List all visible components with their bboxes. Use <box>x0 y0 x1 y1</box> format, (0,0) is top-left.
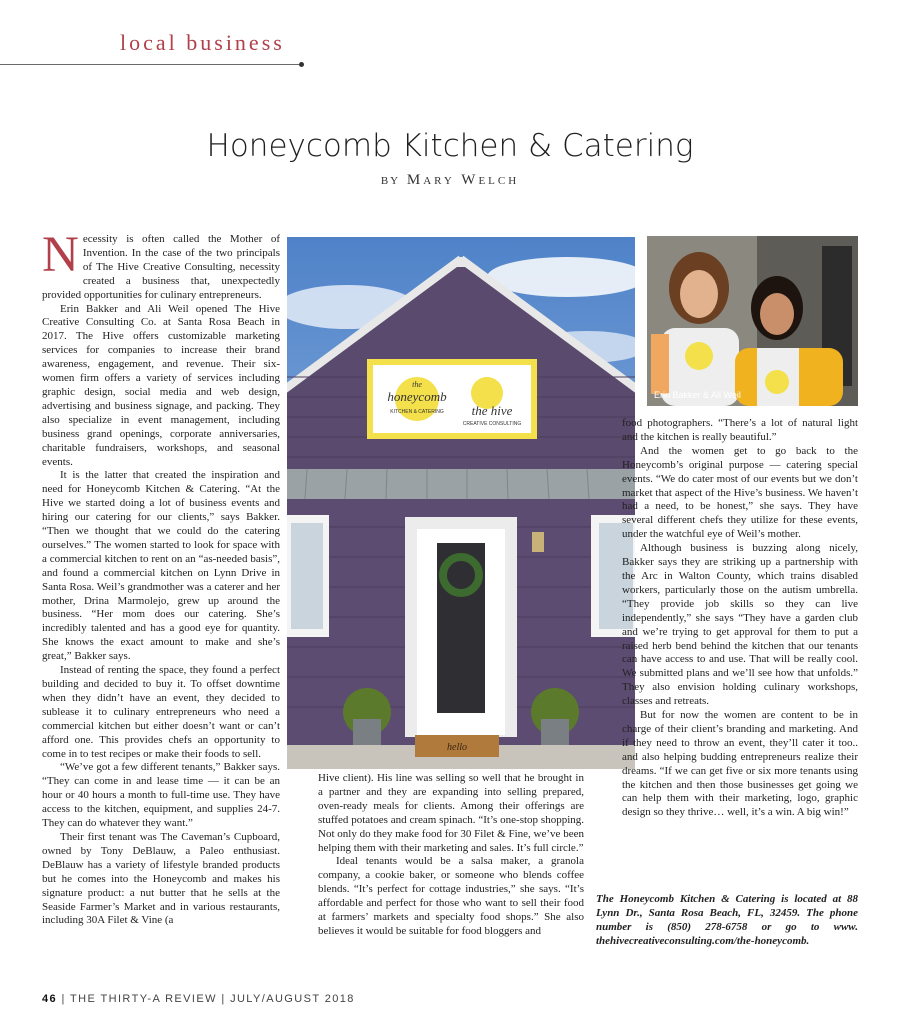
paragraph: Instead of renting the space, they found a perfect building and decided to buy it. To offset downtime when they didn’t have an event, they decided to sublease it to culinary entrepreneurs who need a commercial kitchen but either doesn’t want or can’t afford one. This provides chefs an opportunity to come in to test recipes or make their foods to sell. <box>42 664 280 760</box>
column-2 <box>318 772 584 992</box>
paragraph: Erin Bakker and Ali Weil opened The Hive Creative Consulting Co. at Santa Rosa Beach in 2017. The Hive offers customizable marketing services for companies to increase their brand awareness, engagement, and revenue. Their six-women firm offers a variety of services including graphic design, social media and web design, advertising and business signage, and packing. They also specialize in event management, including business grand openings, corporate anniversaries, charitable fundraisers, workshops, and seasonal events. <box>42 302 280 468</box>
page-footer <box>42 993 355 1005</box>
section-label: local business <box>120 30 285 55</box>
paragraph: Ideal tenants would be a salsa maker, a granola company, a cookie baker, or someone who blends coffee blends. “It’s perfect for cottage industries,” she says. “It’s affordable and perfect for those who want to sell their food at farmers’ markets and specialty food shops.” She also believes it would be suitable for food bloggers and <box>318 855 584 937</box>
paragraph: “We’ve got a few different tenants,” Bakker says. “They can come in and lease time — it can be an hour or 40 hours a month to full-time use. They have access to the kitchen, equipment, and supplies 24-7. They can do whatever they want.” <box>42 761 280 830</box>
drop-cap: N <box>42 233 79 283</box>
paragraph: And the women get to go back to the Honeycomb’s original purpose — catering special events. “We do cater most of our events but we don’t market that aspect of the Hive’s business. We haven’t had a need, to be honest,” she says. They have several different chefs they utilize for these events, under the watchful eye of Weil’s mother. <box>622 444 858 541</box>
sign-hive-name: the hive <box>471 403 513 418</box>
sign-honeycomb-tagline: KITCHEN & CATERING <box>390 409 444 415</box>
closing-info: The Honeycomb Kitchen & Catering is located at 88 Lynn Dr., Santa Rosa Beach, FL, 32459. The phone number is (850) 278-6758 or go to www. thehivecreativeconsulting.com/the-honeycomb. <box>596 893 858 947</box>
byline-author: Mary Welch <box>406 172 520 188</box>
sign-honeycomb-name: honeycomb <box>387 389 447 404</box>
paragraph-text: ecessity is often called the Mother of Invention. In the case of the two principals of The Hive Creative Consulting, necessity created a business that, unexpectedly provided opportunities for culinary entrepreneurs. <box>42 233 280 301</box>
article-title: Honeycomb Kitchen & Catering <box>206 128 694 164</box>
column-1 <box>42 233 280 988</box>
paragraph: Their first tenant was The Caveman’s Cupboard, owned by Tony DeBlauw, a Paleo enthusiast. DeBlauw has a variety of lifestyle branded products but he comes into the Honeycomb and makes his signature product: a nut butter that he sells at the Seaside Farmer’s Market and in various restaurants, including 30A Filet & Vine (a <box>42 830 280 927</box>
paragraph: food photographers. “There’s a lot of natural light and the kitchen is really beautiful.” <box>622 417 858 443</box>
photo-caption: Erin Bakker & Ali Weil <box>654 390 741 400</box>
issue-date: JULY/AUGUST 2018 <box>230 993 355 1005</box>
photo-erin-and-ali <box>647 236 858 406</box>
paragraph: But for now the women are content to be in charge of their client’s branding and marketing. And if they need to throw an event, they’ll cater it too.. and also helping budding entrepreneurs realize their dreams. “If we can get five or six more tenants using the kitchen and then those businesses get going we can help them with their marketing, logo, graphic design so they thrive… well, it’s a win. A big win!” <box>622 709 858 819</box>
publication-name: THE THIRTY-A REVIEW <box>70 993 217 1005</box>
article-byline <box>0 172 900 189</box>
doormat-text: hello <box>447 742 467 753</box>
footer-separator: | <box>221 993 226 1005</box>
section-rule <box>0 64 302 65</box>
paragraph: Hive client). His line was selling so well that he brought in a partner and they are expanding into selling prepared, oven-ready meals for clients. Among their offerings are stuffed potatoes and cream spinach. “It’s one-stop shopping. Not only do they make food for 30 Filet & Fine, we’ve been helping them with their marketing and sales. It’s full circle.” <box>318 772 584 854</box>
sign-honeycomb-the: the <box>412 380 422 389</box>
paragraph: It is the latter that created the inspiration and need for Honeycomb Kitchen & Catering. “At the Hive we started doing a lot of business events and hiring our catering for our clients,” says Bakker. “Then we thought that we could do the catering ourselves.” The women started to look for space with a commercial kitchen to rent on an “as-needed basis”, and found a commercial kitchen on Lynn Drive in Santa Rosa. Weil’s grandmother was a caterer and her mother, Drina Marmolejo, grew up around the business. “Her mom does our catering. She’s incredibly talented and has a good eye for quantity. She knows the exact amount to make and she’s great,” Bakker says. <box>42 469 280 663</box>
page-number: 46 <box>42 993 58 1005</box>
paragraph: Although business is buzzing along nicely, Bakker says they are striking up a partnership with the Arc in Walton County, which trains disabled workers, particularly those on the autism umbrella. “They provide job skills so they can live independently,” she says “They have a garden club and we’re trying to get approval for them to put a raised herb bend behind the kitchen that our tenants can have access to and use. That will be really cool. We submitted plans and we’ll see how that unfolds.” They also envision holding culinary workshops, classes and retreats. <box>622 542 858 708</box>
photo-honeycomb-building <box>287 237 635 769</box>
byline-prefix: BY <box>380 175 401 187</box>
column-3 <box>622 417 858 872</box>
sign-hive-tagline: CREATIVE CONSULTING <box>462 421 522 427</box>
section-rule-dot <box>299 62 304 67</box>
paragraph <box>42 233 280 303</box>
footer-separator: | <box>61 993 66 1005</box>
